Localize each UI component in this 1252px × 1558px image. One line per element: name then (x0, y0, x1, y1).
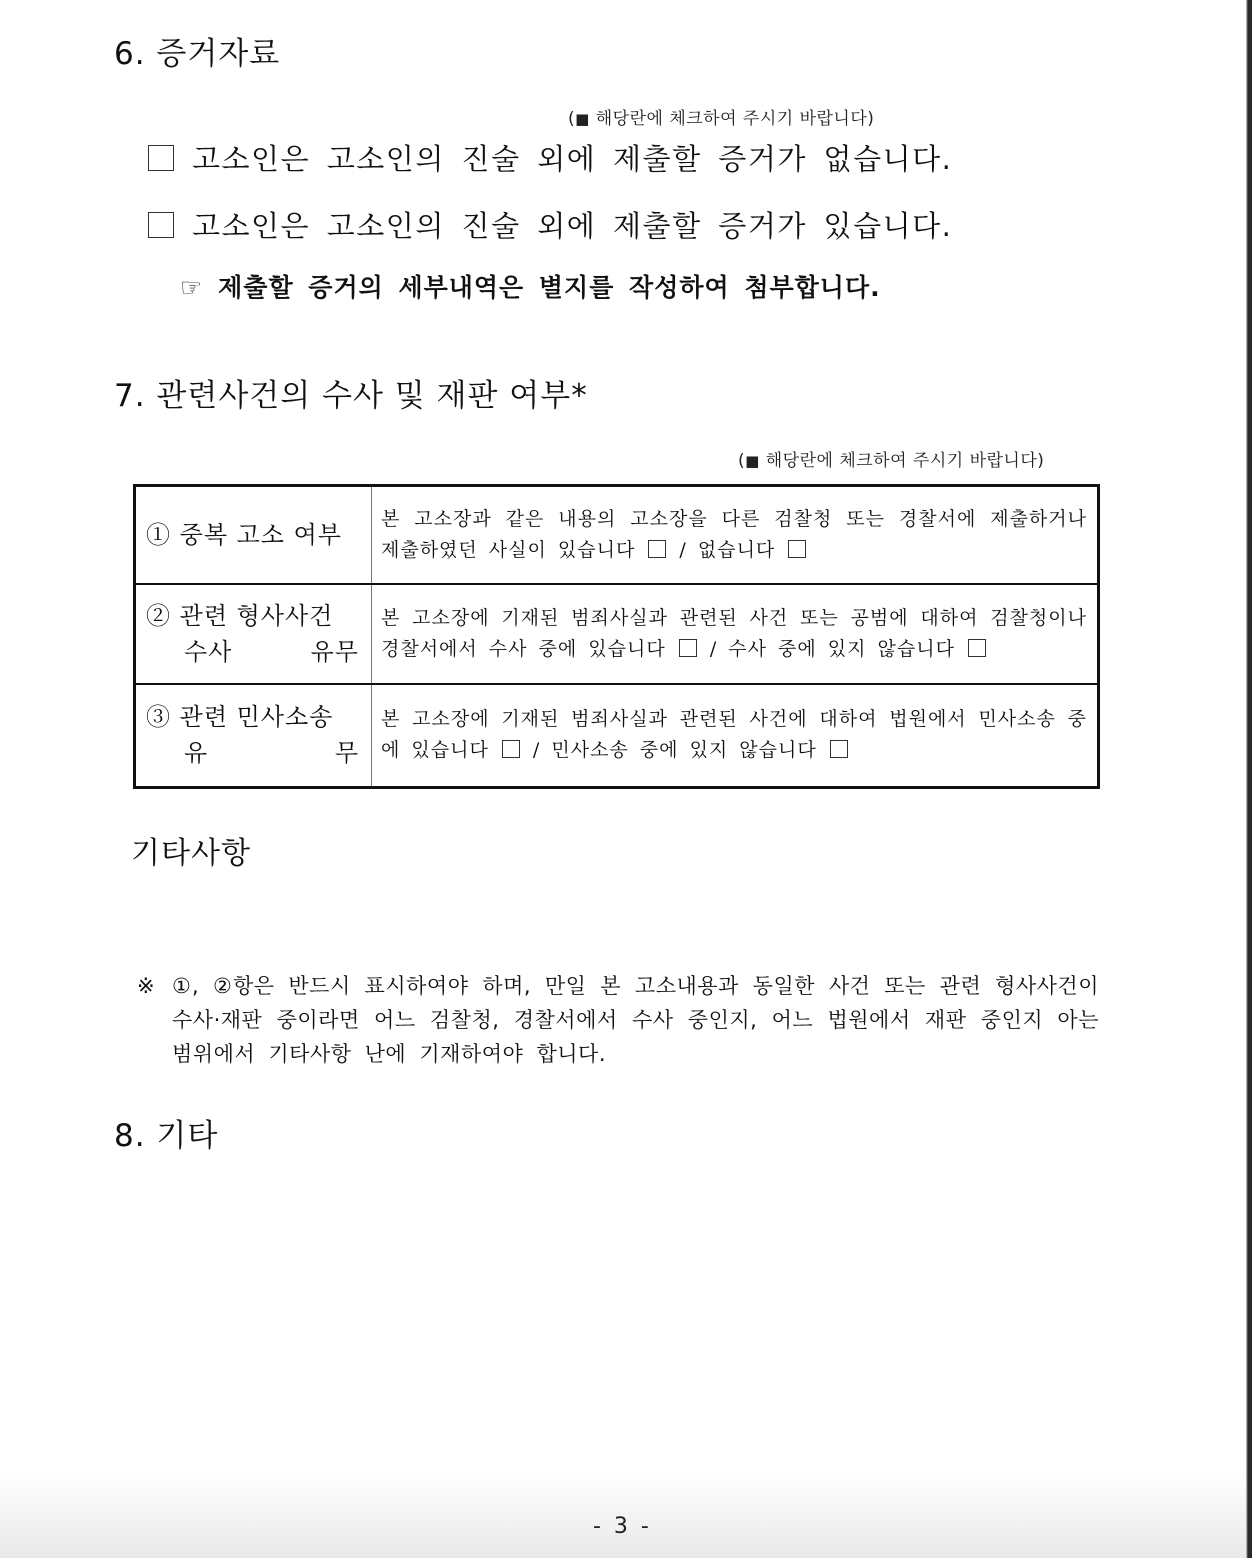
section-7-footnote (137, 969, 1099, 1071)
row-content (372, 486, 1099, 584)
page-edge-border (1246, 0, 1252, 1558)
table-row-criminal-investigation (135, 584, 1099, 684)
filled-square-icon: ■ (575, 110, 590, 128)
row-label-line1: ③ 관련 민사소송 (146, 703, 334, 732)
row-label-line2-right: 무 (334, 739, 359, 768)
section-7-instruction: (■ 해당란에 체크하여 주시기 바랍니다) (738, 451, 1045, 471)
checkbox-no[interactable] (968, 639, 986, 657)
section-8-heading: 8. 기타 (114, 1118, 219, 1154)
row-label (135, 684, 372, 788)
row-label-line1: ② 관련 형사사건 (146, 601, 334, 630)
row-text-no: 없습니다 (697, 538, 776, 561)
filled-square-icon: ■ (745, 452, 760, 470)
table-row-duplicate-complaint (135, 486, 1099, 584)
other-matters-field[interactable] (131, 880, 1099, 950)
reference-mark-icon: ※ (137, 974, 156, 998)
instruction-text: 해당란에 체크하여 주시기 바랍니다 (595, 109, 868, 129)
row-text: 본 고소장과 같은 내용의 고소장을 다른 검찰청 또는 경찰서에 제출하거나 제출하였던 사실이 있습니다 (381, 507, 1087, 561)
checkbox-yes[interactable] (502, 740, 520, 758)
evidence-option-none-label: 고소인은 고소인의 진술 외에 제출할 증거가 없습니다. (192, 142, 953, 176)
footnote-text: ①, ②항은 반드시 표시하여야 하며, 만일 본 고소내용과 동일한 사건 또는 관련 형사사건이 수사·재판 중이라면 어느 검찰청, 경찰서에서 수사 중인지, 어느 법원에서 재판 중인지 아는 범위에서 기타사항 난에 기재하여야 합니다. (172, 974, 1099, 1066)
row-label-line2-left: 유 (184, 739, 209, 768)
evidence-option-none[interactable] (148, 137, 952, 178)
section-6-heading: 6. 증거자료 (114, 36, 281, 72)
checkbox-yes[interactable] (648, 540, 666, 558)
row-label-line2-right: 유무 (310, 637, 359, 666)
section-7-heading: 7. 관련사건의 수사 및 재판 여부* (114, 378, 588, 414)
section-8-content[interactable] (114, 1165, 1099, 1445)
row-label-line2-left: 수사 (184, 637, 233, 666)
table-row-civil-litigation (135, 684, 1099, 788)
checkbox-no[interactable] (788, 540, 806, 558)
evidence-option-exists-label: 고소인은 고소인의 진술 외에 제출할 증거가 있습니다. (192, 209, 953, 243)
separator: / (532, 739, 541, 762)
evidence-attachment-note-text: 제출할 증거의 세부내역은 별지를 작성하여 첨부합니다. (218, 273, 881, 302)
row-label (135, 486, 372, 584)
checkbox-yes[interactable] (679, 639, 697, 657)
separator: / (709, 637, 718, 660)
row-text: 본 고소장에 기재된 범죄사실과 관련된 사건에 대하여 법원에서 민사소송 중에 있습니다 (381, 708, 1087, 762)
section-6-instruction: (■ 해당란에 체크하여 주시기 바랍니다) (568, 109, 875, 129)
instruction-text: 해당란에 체크하여 주시기 바랍니다 (765, 451, 1038, 471)
row-content (372, 684, 1099, 788)
row-label (135, 584, 372, 684)
row-label-line2 (146, 634, 359, 670)
checkbox-no[interactable] (830, 740, 848, 758)
other-matters-label: 기타사항 (131, 836, 251, 871)
row-text: 본 고소장에 기재된 범죄사실과 관련된 사건 또는 공범에 대하여 검찰청이나 경찰서에서 수사 중에 있습니다 (381, 606, 1087, 660)
evidence-attachment-note (180, 268, 881, 304)
page-number: - 3 - (593, 1514, 652, 1539)
separator: / (679, 538, 687, 561)
checkbox-icon[interactable] (148, 145, 174, 171)
row-text-no: 수사 중에 있지 않습니다 (728, 637, 955, 660)
checkbox-icon[interactable] (148, 212, 174, 238)
row-text-no: 민사소송 중에 있지 않습니다 (551, 739, 817, 762)
row-label-line2 (146, 735, 359, 771)
row-content (372, 584, 1099, 684)
evidence-option-exists[interactable] (148, 204, 952, 245)
row-label-line1: ① 중복 고소 여부 (146, 520, 342, 549)
pointing-hand-icon: ☞ (180, 273, 204, 302)
related-cases-table (133, 484, 1100, 789)
